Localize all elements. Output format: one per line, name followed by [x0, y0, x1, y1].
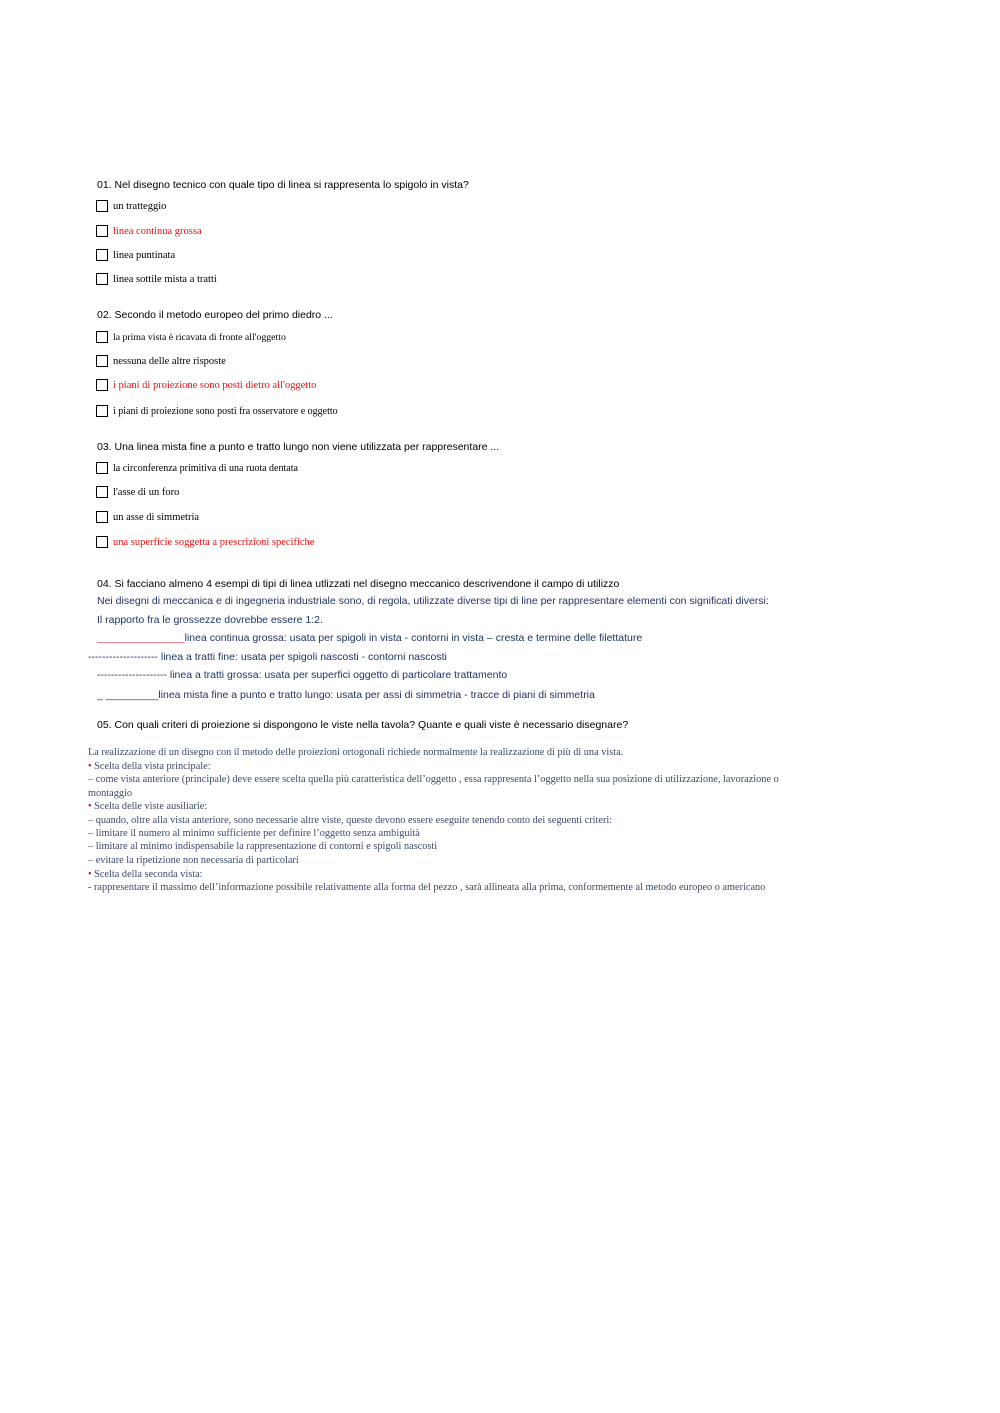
option-label: l'asse di un foro	[113, 487, 180, 498]
line-sample: --------------------	[88, 651, 158, 663]
checkbox[interactable]	[96, 405, 108, 417]
answer-text: - rappresentare il massimo dell’informazione possibile relativamente alla forma del pezzo , sarà allineata alla prima, conformemente al metodo europeo o americano	[88, 882, 766, 893]
q4-line-dashed-thick	[97, 669, 507, 681]
line-description: linea mista fine a punto e tratto lungo: usata per assi di simmetria - tracce di piani di simmetria	[158, 689, 595, 701]
checkbox[interactable]	[96, 536, 108, 548]
checkbox[interactable]	[96, 225, 108, 237]
question-02-title: 02. Secondo il metodo europeo del primo diedro ...	[97, 309, 333, 321]
q5-answer-line	[88, 814, 612, 827]
q5-answer-line	[88, 840, 437, 853]
q5-answer-line	[88, 827, 420, 840]
answer-text: – limitare al minimo indispensabile la rappresentazione di contorni e spigoli nascosti	[88, 841, 438, 852]
q5-answer-line	[88, 868, 203, 881]
answer-text: Scelta delle viste ausiliarie:	[91, 801, 208, 812]
option-label: un tratteggio	[113, 201, 167, 212]
answer-text: Scelta della vista principale:	[91, 761, 211, 772]
q5-answer-line	[88, 760, 211, 773]
option-label: linea puntinata	[113, 250, 176, 261]
q5-answer-line	[88, 787, 132, 800]
option-label: i piani di proiezione sono posti dietro all'oggetto	[113, 380, 317, 391]
answer-text: – come vista anteriore (principale) deve essere scelta quella più caratteristica dell’oggetto , essa rappresenta l’oggetto nella sua posizione di utilizzazione, lavorazione o	[88, 774, 779, 785]
option-label: nessuna delle altre risposte	[113, 356, 226, 367]
bullet: •	[88, 869, 92, 880]
q4-line-continuous-thick	[97, 632, 642, 644]
answer-text: – evitare la ripetizione non necessaria di particolari	[88, 855, 299, 866]
bullet: •	[88, 801, 92, 812]
checkbox[interactable]	[96, 273, 108, 285]
checkbox[interactable]	[96, 486, 108, 498]
checkbox[interactable]	[96, 462, 108, 474]
bullet: •	[88, 761, 92, 772]
answer-text: – quando, oltre alla vista anteriore, sono necessarie altre viste, queste devono essere eseguite tenendo conto dei seguenti criteri:	[88, 815, 613, 826]
question-01-title: 01. Nel disegno tecnico con quale tipo di linea si rappresenta lo spigolo in vista?	[97, 179, 469, 191]
option-label: linea continua grossa	[113, 226, 202, 237]
checkbox[interactable]	[96, 200, 108, 212]
answer-text: Scelta della seconda vista:	[91, 869, 203, 880]
answer-text: montaggio	[88, 788, 133, 799]
line-sample: _ _________	[97, 689, 159, 701]
answer-text: – limitare il numero al minimo sufficiente per definire l’oggetto senza ambiguità	[88, 828, 420, 839]
checkbox[interactable]	[96, 249, 108, 261]
option-label: la circonferenza primitiva di una ruota dentata	[113, 463, 298, 474]
line-description: linea continua grossa: usata per spigoli in vista - contorni in vista – cresta e termine delle filettature	[184, 632, 643, 644]
line-sample: --------------------	[97, 669, 167, 681]
q5-answer-line	[88, 854, 299, 867]
q5-answer-line	[88, 746, 623, 759]
q5-answer-line	[88, 881, 765, 894]
checkbox[interactable]	[96, 511, 108, 523]
q5-answer-line	[88, 800, 207, 813]
checkbox[interactable]	[96, 355, 108, 367]
q5-answer-line	[88, 773, 779, 786]
option-label: un asse di simmetria	[113, 512, 200, 523]
option-label: i piani di proiezione sono posti fra osservatore e oggetto	[113, 406, 338, 417]
q4-line-dashed-thin	[88, 651, 447, 663]
question-05-title: 05. Con quali criteri di proiezione si dispongono le viste nella tavola? Quante e quali viste è necessario disegnare?	[97, 719, 629, 731]
line-description: linea a tratti grossa: usata per superfici oggetto di particolare trattamento	[166, 669, 508, 681]
line-sample: _______________	[97, 632, 185, 644]
answer-text: La realizzazione di un disegno con il metodo delle proiezioni ortogonali richiede normalmente la realizzazione di più di una vista.	[88, 747, 624, 758]
option-label: linea sottile mista a tratti	[113, 274, 217, 285]
option-label: una superficie soggetta a prescrizioni specifiche	[113, 537, 315, 548]
q4-answer-intro: Nei disegni di meccanica e di ingegneria industriale sono, di regola, utilizzate diverse tipi di line per rappresentare elementi con significati diversi:	[97, 595, 769, 607]
line-description: linea a tratti fine: usata per spigoli nascosti - contorni nascosti	[157, 651, 447, 663]
checkbox[interactable]	[96, 379, 108, 391]
option-label: la prima vista è ricavata di fronte all'oggetto	[113, 332, 286, 343]
q4-answer-ratio: Il rapporto fra le grossezze dovrebbe essere 1:2.	[97, 614, 323, 626]
question-04-title: 04. Si facciano almeno 4 esempi di tipi di linea utlizzati nel disegno meccanico descrivendone il campo di utilizzo	[97, 578, 620, 590]
checkbox[interactable]	[96, 331, 108, 343]
q4-line-dash-dot	[97, 689, 595, 701]
question-03-title: 03. Una linea mista fine a punto e tratto lungo non viene utilizzata per rappresentare ...	[97, 441, 500, 453]
